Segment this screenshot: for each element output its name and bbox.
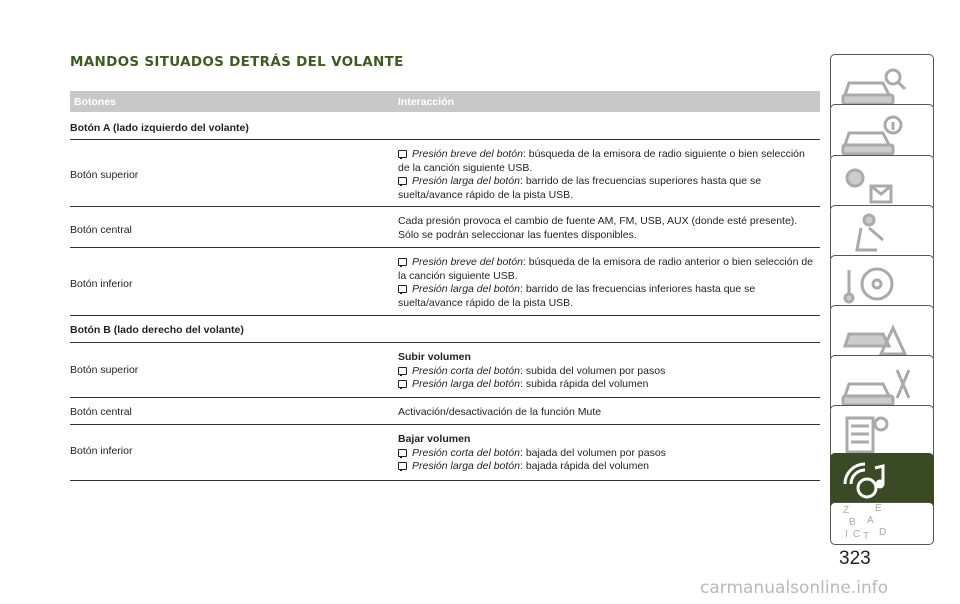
- table-row: [70, 343, 820, 398]
- button-name: Botón central: [70, 406, 132, 418]
- index-letter: I: [845, 529, 848, 540]
- index-letter: C: [853, 529, 861, 540]
- section-label-b: Botón B (lado derecho del volante): [70, 324, 244, 336]
- interaction-cell: Cada presión provoca el cambio de fuente AM, FM, USB, AUX (donde esté presente). Sólo se podrán seleccionar las fuentes disponibles.: [398, 215, 798, 241]
- road-emergency-icon[interactable]: [830, 305, 934, 362]
- key-steering-icon[interactable]: [830, 255, 934, 312]
- section-label-a: Botón A (lado izquierdo del volante): [70, 122, 249, 134]
- index-letter: A: [867, 515, 874, 526]
- interaction-cell: [398, 256, 813, 310]
- interaction-cell: [398, 148, 813, 202]
- interaction-line: Presión breve del botón: búsqueda de la emisora de radio anterior o bien selección de la canción siguiente USB.: [398, 256, 814, 282]
- button-press-icon: [398, 380, 407, 388]
- column-header-interaction: Interacción: [398, 96, 455, 108]
- interaction-cell: Activación/desactivación de la función Mute: [398, 406, 602, 418]
- car-search-icon[interactable]: [830, 54, 934, 111]
- section-row-a: [70, 114, 820, 140]
- interaction-heading: Bajar volumen: [398, 433, 471, 445]
- table-row: [70, 207, 820, 248]
- table-row: [70, 248, 820, 316]
- button-name: Botón central: [70, 224, 132, 236]
- interaction-line: Presión larga del botón: barrido de las frecuencias superiores hasta que se suelta/avance rápido de la pista USB.: [398, 175, 762, 201]
- index-letter: B: [849, 517, 856, 528]
- table-row: [70, 398, 820, 425]
- index-letter: Z: [843, 505, 850, 516]
- table-row: [70, 425, 820, 481]
- index-letter: E: [875, 503, 882, 514]
- button-name: Botón inferior: [70, 445, 133, 457]
- interaction-line: Presión corta del botón: bajada del volumen por pasos: [398, 447, 813, 461]
- interaction-cell: [398, 351, 813, 392]
- button-press-icon: [398, 150, 407, 158]
- button-press-icon: [398, 367, 407, 375]
- page-title: MANDOS SITUADOS DETRÁS DEL VOLANTE: [70, 54, 404, 70]
- column-header-buttons: Botones: [74, 96, 116, 108]
- button-press-icon: [398, 462, 407, 470]
- watermark: carmanualsonline.info: [700, 578, 889, 598]
- interaction-heading: Subir volumen: [398, 351, 471, 363]
- section-row-b: [70, 316, 820, 343]
- car-info-icon[interactable]: [830, 104, 934, 161]
- table-header: [70, 91, 820, 112]
- button-press-icon: [398, 449, 407, 457]
- interaction-line: Presión larga del botón: subida rápida del volumen: [398, 378, 813, 392]
- index-letter: D: [879, 527, 887, 538]
- button-name: Botón inferior: [70, 278, 133, 290]
- index-letter: T: [863, 531, 870, 542]
- button-name: Botón superior: [70, 364, 139, 376]
- page-number: 323: [839, 548, 871, 569]
- interaction-line: Presión larga del botón: bajada rápida del volumen: [398, 460, 813, 474]
- warning-lights-icon[interactable]: [830, 155, 934, 212]
- button-name: Botón superior: [70, 169, 139, 181]
- interaction-line: Presión larga del botón: barrido de las frecuencias inferiores hasta que se suelta/avance rápido de la pista USB.: [398, 283, 756, 309]
- button-press-icon: [398, 258, 407, 266]
- seat-safety-icon[interactable]: [830, 205, 934, 262]
- table-row: [70, 140, 820, 207]
- car-maintenance-icon[interactable]: [830, 355, 934, 412]
- interaction-cell: [398, 433, 813, 474]
- button-press-icon: [398, 285, 407, 293]
- alphabet-index-icon[interactable]: [830, 502, 934, 545]
- interaction-line: Presión breve del botón: búsqueda de la emisora de radio siguiente o bien selección de la canción siguiente USB.: [398, 148, 805, 174]
- button-press-icon: [398, 177, 407, 185]
- interaction-line: Presión corta del botón: subida del volumen por pasos: [398, 365, 813, 379]
